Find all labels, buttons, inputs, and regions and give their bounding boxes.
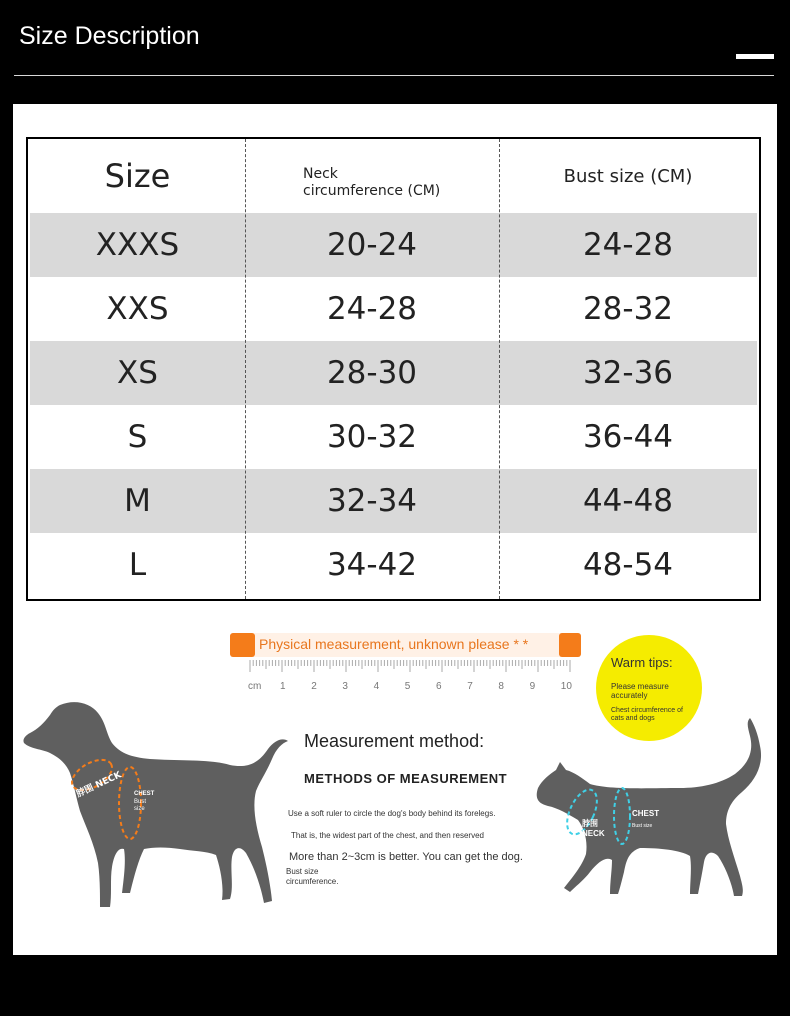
ruler-number: 1 [280, 681, 286, 692]
ruler-banner-text: Physical measurement, unknown please * * [259, 636, 529, 652]
tips-title: Warm tips: [611, 655, 673, 670]
table-row [30, 277, 757, 341]
method-line: More than 2~3cm is better. You can get the dog. [289, 851, 523, 863]
dog-bust-label: size [134, 806, 145, 812]
table-row [30, 341, 757, 405]
cell-size: L [128, 547, 147, 583]
cat-chest-label: CHEST [632, 809, 660, 818]
ruler-numbers [280, 681, 572, 692]
ruler-unit: cm [248, 681, 262, 692]
ruler-number: 4 [373, 681, 380, 692]
method-line: Use a soft ruler to circle the dog's body behind its forelegs. [288, 809, 496, 818]
method-line: Bust size [286, 867, 319, 876]
dog-illustration [20, 697, 290, 912]
header-neck-line1: Neck [303, 166, 338, 182]
table-row [30, 469, 757, 533]
ruler-number: 10 [560, 681, 572, 692]
ruler-number: 9 [529, 681, 536, 692]
column-divider [245, 139, 246, 599]
header-neck-line2: circumference (CM) [303, 183, 441, 199]
cat-neck-label: NECK [582, 829, 605, 838]
cell-bust: 28-32 [582, 291, 674, 327]
method-line: circumference. [286, 877, 339, 886]
header-title: Size Description [19, 22, 200, 50]
cell-bust: 32-36 [582, 355, 674, 391]
ruler-number: 6 [436, 681, 442, 692]
ruler [246, 658, 576, 694]
tips-line: Please measure [611, 682, 669, 691]
dog-bust-label: Bust [134, 799, 147, 805]
table-header-row [30, 139, 757, 213]
dog-chest-label: CHEST [134, 791, 155, 797]
method-title: Measurement method: [304, 731, 485, 751]
method-line: That is, the widest part of the chest, and then reserved [291, 831, 484, 840]
column-divider [499, 139, 500, 599]
ruler-cap-right [559, 633, 581, 657]
cell-size: XS [117, 355, 158, 391]
method-subtitle: METHODS OF MEASUREMENT [304, 771, 508, 786]
cell-bust: 36-44 [582, 419, 674, 455]
ruler-banner [230, 633, 581, 657]
cell-neck: 28-30 [326, 355, 418, 391]
ruler-number: 3 [342, 681, 348, 692]
dog-silhouette [23, 702, 288, 907]
cat-bust-label: Bust size [632, 823, 653, 829]
cell-size: XXXS [95, 227, 180, 263]
cat-neck-label: 脖围 [582, 819, 598, 828]
cell-neck: 20-24 [326, 227, 418, 263]
header-neck [245, 139, 499, 213]
cat-illustration [530, 716, 770, 900]
header-divider [14, 75, 774, 76]
cell-bust: 24-28 [582, 227, 674, 263]
table-row [30, 405, 757, 469]
cell-neck: 24-28 [326, 291, 418, 327]
ruler-number: 2 [311, 681, 317, 692]
cell-neck: 34-42 [326, 547, 418, 583]
header-size: Size [104, 157, 171, 195]
ruler-cap-left [230, 633, 255, 657]
table-row [30, 213, 757, 277]
dog-neck-label: 脖围 NECK [75, 770, 124, 800]
ruler-number: 7 [467, 681, 473, 692]
ruler-ticks [250, 660, 570, 672]
cell-bust: 44-48 [582, 483, 674, 519]
tips-line: Chest circumference of [611, 707, 683, 714]
ruler-number: 8 [498, 681, 504, 692]
ruler-number: 5 [404, 681, 411, 692]
cell-size: XXS [106, 291, 169, 327]
tips-line: cats and dogs [611, 715, 655, 722]
header-bust: Bust size (CM) [563, 165, 693, 187]
size-table [26, 137, 761, 601]
cell-size: S [127, 419, 148, 455]
tips-line: accurately [611, 691, 648, 700]
cell-neck: 30-32 [326, 419, 418, 455]
collapse-dash-icon[interactable] [736, 54, 774, 59]
cell-bust: 48-54 [582, 547, 674, 583]
cell-size: M [124, 483, 151, 519]
cell-neck: 32-34 [326, 483, 418, 519]
table-row [30, 533, 757, 597]
